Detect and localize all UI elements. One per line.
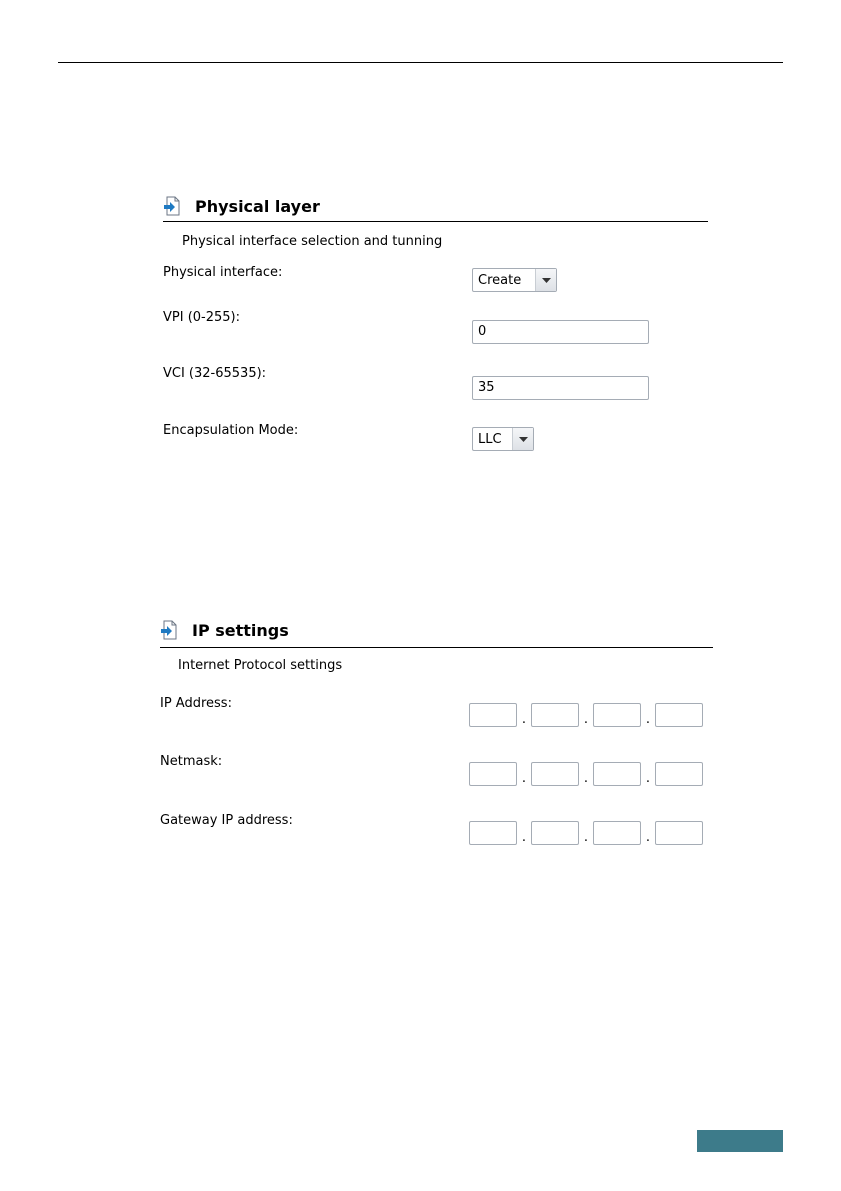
ip-address-label: IP Address: [160, 696, 232, 711]
vpi-label: VPI (0-255): [163, 310, 240, 325]
physical-interface-select[interactable] [472, 268, 557, 292]
vci-input[interactable]: 35 [472, 376, 649, 400]
ip-settings-section [160, 620, 713, 850]
ip-octet-input[interactable] [531, 703, 579, 727]
document-arrow-icon [163, 196, 181, 216]
section-description: Internet Protocol settings [178, 658, 343, 673]
document-arrow-icon [160, 620, 178, 640]
section-divider [160, 647, 713, 648]
chevron-down-icon[interactable] [512, 428, 533, 450]
physical-layer-header [163, 196, 320, 216]
ip-octet-input[interactable] [655, 703, 703, 727]
netmask-octet-input[interactable] [469, 762, 517, 786]
physical-interface-label: Physical interface: [163, 265, 283, 280]
page-header-rule [58, 62, 783, 63]
section-title: Physical layer [195, 196, 320, 216]
netmask-input: . . . [469, 762, 703, 786]
netmask-octet-input[interactable] [655, 762, 703, 786]
gateway-octet-input[interactable] [593, 821, 641, 845]
chevron-down-icon[interactable] [535, 269, 556, 291]
encapsulation-select[interactable] [472, 427, 534, 451]
netmask-octet-input[interactable] [593, 762, 641, 786]
gateway-octet-input[interactable] [531, 821, 579, 845]
page-number-tab [697, 1130, 783, 1152]
ip-octet-input[interactable] [593, 703, 641, 727]
section-divider [163, 221, 708, 222]
ip-address-input: . . . [469, 703, 703, 727]
gateway-octet-input[interactable] [655, 821, 703, 845]
gateway-octet-input[interactable] [469, 821, 517, 845]
vpi-input[interactable]: 0 [472, 320, 649, 344]
vci-label: VCI (32-65535): [163, 366, 267, 381]
encapsulation-label: Encapsulation Mode: [163, 423, 299, 438]
section-title: IP settings [192, 620, 289, 640]
physical-layer-section [163, 196, 708, 456]
gateway-input: . . . [469, 821, 703, 845]
encapsulation-value: LLC [478, 431, 502, 447]
netmask-octet-input[interactable] [531, 762, 579, 786]
ip-octet-input[interactable] [469, 703, 517, 727]
physical-interface-value: Create [478, 272, 522, 288]
gateway-label: Gateway IP address: [160, 813, 293, 828]
ip-settings-header [160, 620, 289, 640]
netmask-label: Netmask: [160, 754, 223, 769]
section-description: Physical interface selection and tunning [182, 234, 443, 249]
